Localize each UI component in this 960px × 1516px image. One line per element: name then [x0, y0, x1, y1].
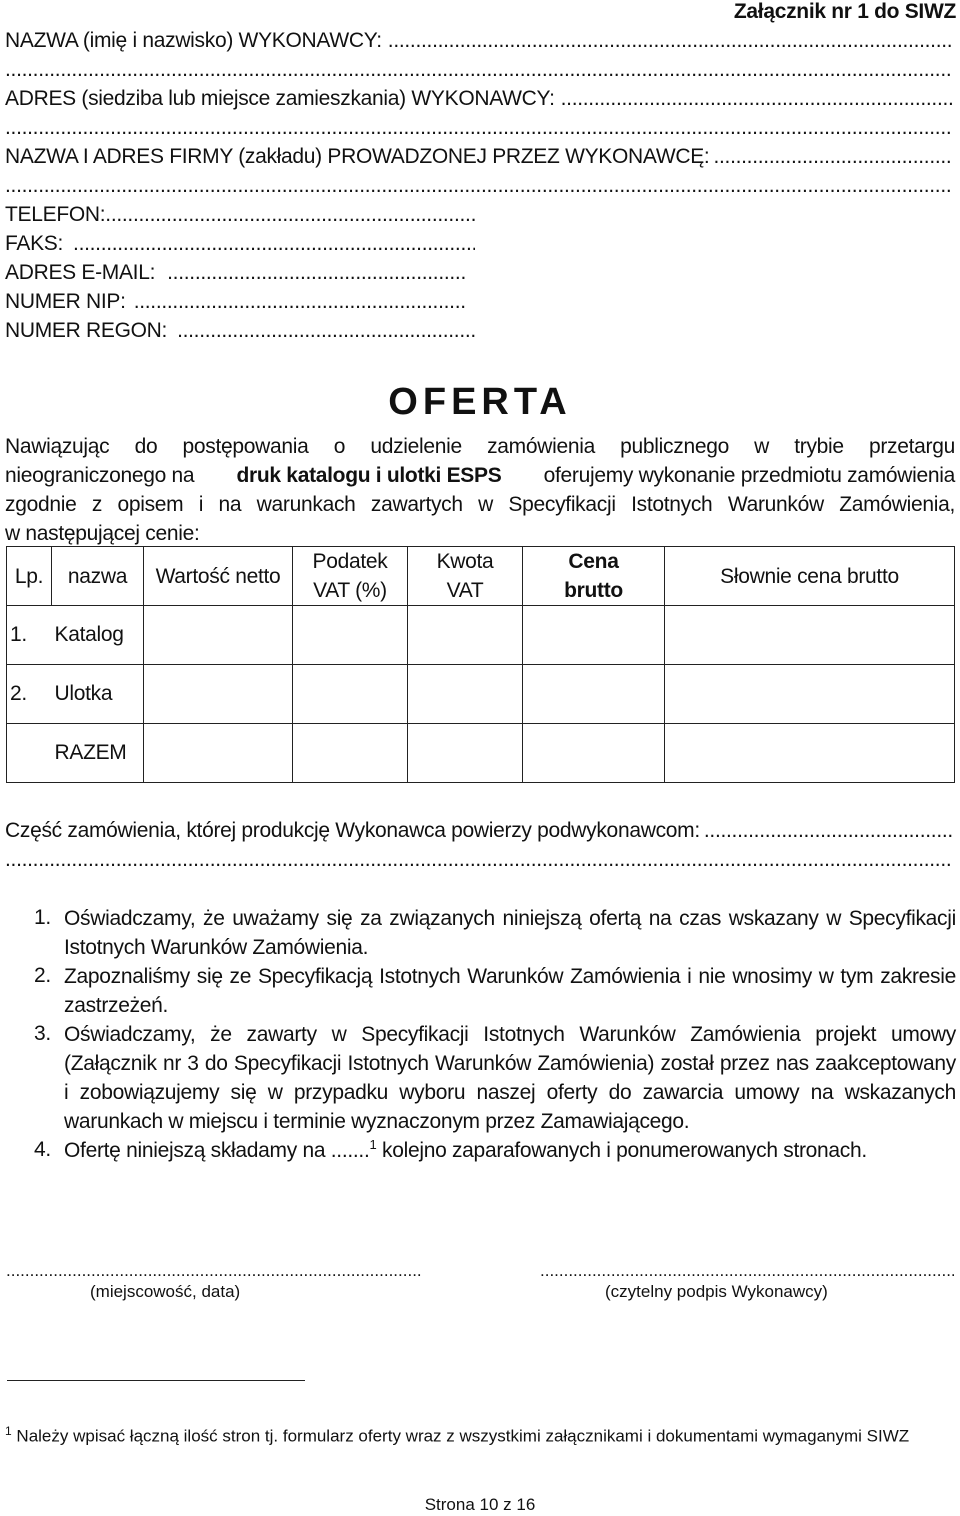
place-date-line[interactable]	[6, 1260, 421, 1282]
nip-field[interactable]	[5, 288, 465, 316]
col-kwota: Kwota VAT	[408, 547, 523, 606]
table-row	[7, 606, 955, 665]
fill-dots	[704, 817, 953, 845]
intro-text: nieograniczonego na	[5, 464, 195, 487]
footnote	[5, 1420, 909, 1448]
cell-kwota[interactable]	[408, 724, 523, 783]
signature-line[interactable]	[540, 1260, 954, 1282]
subcontract-label: Część zamówienia, której produkcję Wykonawca powierzy podwykonawcom:	[5, 819, 700, 842]
cell-cena[interactable]	[523, 724, 665, 783]
footnote-text: Należy wpisać łączną ilość stron tj. formularz oferty wraz z wszystkimi załącznikami i dokumentami wymaganymi SIWZ	[16, 1426, 910, 1446]
row-lp	[7, 724, 52, 783]
declaration-2: Zapoznaliśmy się ze Specyfikacją Istotnych Warunków Zamówienia i nie wnosimy w tym zakresie zastrzeżeń.	[64, 965, 956, 1017]
cell-slownie[interactable]	[665, 665, 955, 724]
table-header-row	[7, 547, 955, 606]
declaration-number: 2.	[34, 964, 51, 987]
contractor-address-label: ADRES (siedziba lub miejsce zamieszkania) WYKONAWCY:	[5, 87, 555, 110]
intro-text: oferujemy wykonanie przedmiotu zamówienia	[543, 464, 955, 487]
price-table	[6, 546, 955, 783]
page-number: Strona 10 z 16	[424, 1495, 536, 1514]
row-lp: 2.	[7, 665, 52, 724]
col-cena: Cena brutto	[523, 547, 665, 606]
footnote-ref: 1	[369, 1137, 377, 1152]
cell-netto[interactable]	[144, 724, 293, 783]
declaration-number: 3.	[34, 1022, 51, 1045]
cell-kwota[interactable]	[408, 606, 523, 665]
table-row	[7, 665, 955, 724]
contractor-name-line-2[interactable]	[5, 56, 953, 84]
declaration-number: 4.	[34, 1138, 51, 1161]
row-nazwa: Katalog	[52, 606, 144, 665]
contractor-address-line-2[interactable]	[5, 114, 953, 142]
intro-line-2	[5, 462, 955, 490]
email-label: ADRES E-MAIL:	[5, 261, 156, 284]
place-date-label: (miejscowość, data)	[90, 1282, 241, 1301]
fax-label: FAKS:	[5, 232, 64, 255]
contractor-address-field[interactable]	[5, 85, 953, 113]
cell-slownie[interactable]	[665, 606, 955, 665]
table-row	[7, 724, 955, 783]
col-podatek: Podatek VAT (%)	[293, 547, 408, 606]
fill-dots	[388, 27, 953, 55]
declaration-number: 1.	[34, 906, 51, 929]
phone-field[interactable]	[5, 201, 475, 229]
subcontract-line-2[interactable]	[5, 846, 953, 874]
declaration-1: Oświadczamy, że uważamy się za związanych niniejszą ofertą na czas wskazany w Specyfikacji Istotnych Warunków Zamówienia.	[64, 907, 956, 959]
cell-cena[interactable]	[523, 665, 665, 724]
intro-line-1: Nawiązując do postępowania o udzielenie zamówienia publicznego w trybie przetargu	[5, 435, 955, 458]
cell-netto[interactable]	[144, 665, 293, 724]
footnote-marker: 1	[5, 1424, 12, 1438]
fill-dots	[167, 259, 465, 287]
footnote-divider	[7, 1380, 305, 1381]
company-label: NAZWA I ADRES FIRMY (zakładu) PROWADZONEJ PRZEZ WYKONAWCĘ:	[5, 145, 710, 168]
regon-field[interactable]	[5, 317, 475, 345]
intro-subject: druk katalogu i ulotki ESPS	[236, 464, 502, 487]
col-lp: Lp.	[7, 547, 52, 606]
fill-dots	[73, 230, 475, 258]
fill-dots	[105, 201, 475, 229]
cell-podatek[interactable]	[293, 665, 408, 724]
fill-dots	[177, 317, 475, 345]
attachment-label: Załącznik nr 1 do SIWZ	[733, 0, 956, 23]
contractor-name-label: NAZWA (imię i nazwisko) WYKONAWCY:	[5, 29, 382, 52]
fax-field[interactable]	[5, 230, 475, 258]
declaration-3: Oświadczamy, że zawarty w Specyfikacji Istotnych Warunków Zamówienia projekt umowy (Załącznik nr 3 do Specyfikacji Istotnych Warunków Zamówienia) został przez nas zaakceptowany i zobowiązujemy się w przypadku wyboru naszej oferty do zawarcia umowy na wskazanych warunkach w miejscu i terminie wyznaczonym przez Zamawiającego.	[64, 1023, 956, 1133]
col-slownie: Słownie cena brutto	[665, 547, 955, 606]
cell-slownie[interactable]	[665, 724, 955, 783]
signature-label: (czytelny podpis Wykonawcy)	[605, 1282, 828, 1301]
company-line-2[interactable]	[5, 172, 953, 200]
cell-netto[interactable]	[144, 606, 293, 665]
subcontract-field[interactable]	[5, 817, 953, 845]
page-title: OFERTA	[388, 381, 572, 423]
regon-label: NUMER REGON:	[5, 319, 168, 342]
row-razem: RAZEM	[52, 724, 144, 783]
declaration-4: Ofertę niniejszą składamy na .......$^1$ kolejno zaparafowanych i ponumerowanych stronach.	[64, 1137, 867, 1162]
row-nazwa: Ulotka	[52, 665, 144, 724]
fill-dots	[713, 143, 953, 171]
nip-label: NUMER NIP:	[5, 290, 126, 313]
company-field[interactable]	[5, 143, 953, 171]
phone-label: TELEFON:	[5, 203, 106, 226]
fill-dots	[561, 85, 953, 113]
row-lp: 1.	[7, 606, 52, 665]
fill-dots	[134, 288, 465, 316]
cell-cena[interactable]	[523, 606, 665, 665]
col-nazwa: nazwa	[52, 547, 144, 606]
cell-podatek[interactable]	[293, 724, 408, 783]
intro-line-3: zgodnie z opisem i na warunkach zawartych w Specyfikacji Istotnych Warunków Zamówienia,	[5, 493, 955, 516]
col-netto: Wartość netto	[144, 547, 293, 606]
email-field[interactable]	[5, 259, 465, 287]
contractor-name-field[interactable]	[5, 27, 953, 55]
intro-line-4: w następującej cenie:	[5, 522, 200, 545]
cell-podatek[interactable]	[293, 606, 408, 665]
cell-kwota[interactable]	[408, 665, 523, 724]
